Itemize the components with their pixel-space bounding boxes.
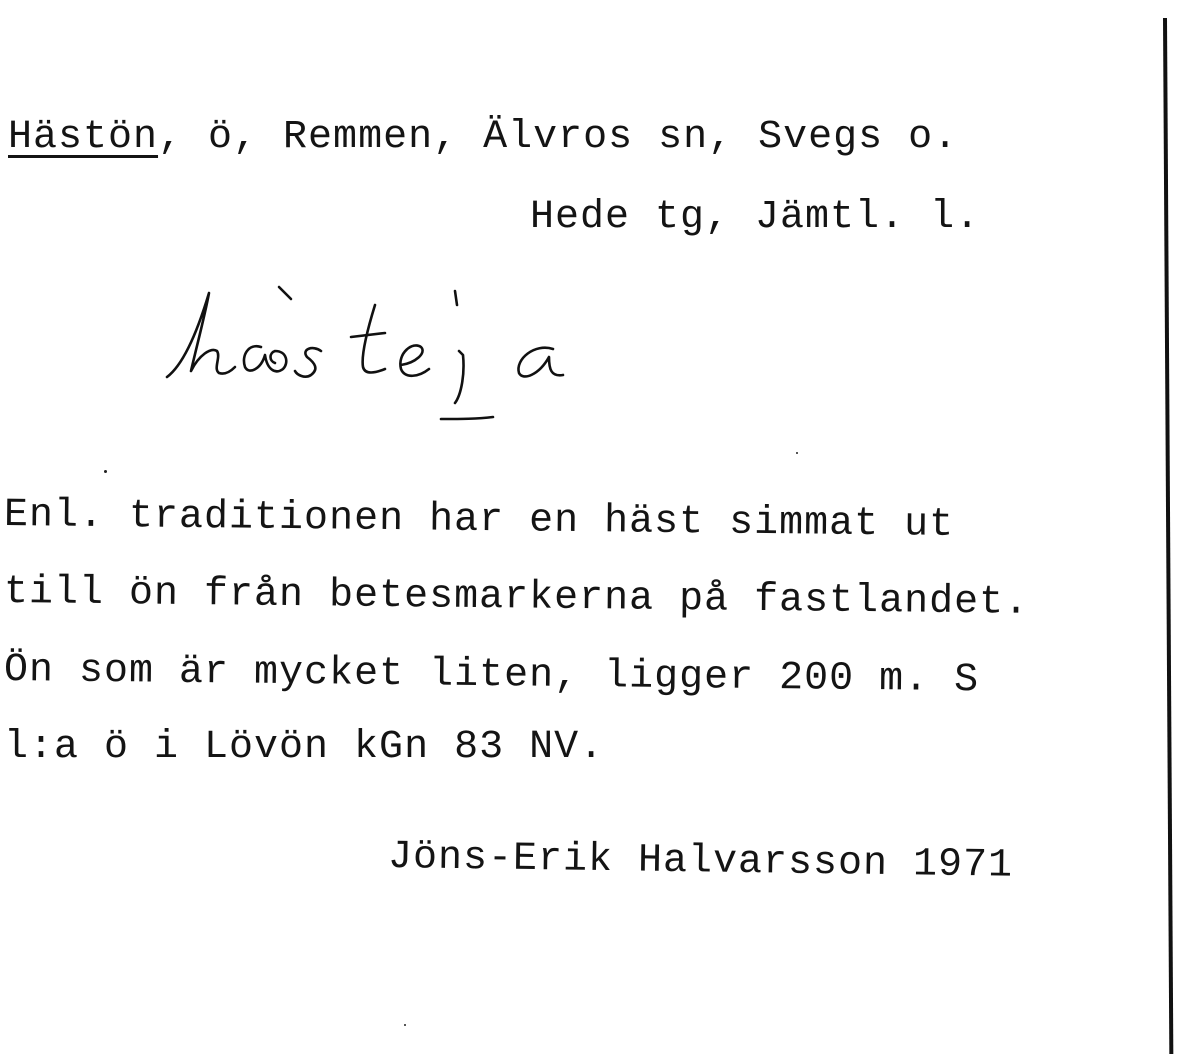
heading-line-1 [8, 115, 959, 160]
signature-line: Jöns-Erik Halvarsson 1971 [387, 835, 1014, 889]
handwritten-phonetic-transcription [165, 285, 585, 425]
paper-speck [104, 470, 107, 473]
paper-speck [404, 1024, 406, 1026]
body-text-line: Enl. traditionen har en häst simmat ut [3, 493, 955, 548]
place-location: , ö, Remmen, Älvros sn, Svegs o. [158, 115, 959, 160]
body-text-line: Ön som är mycket liten, ligger 200 m. S [3, 648, 980, 704]
paper-speck [796, 452, 798, 454]
place-name: Hästön [8, 115, 159, 160]
body-text-line: l:a ö i Lövön kGn 83 NV. [4, 725, 605, 770]
card-edge-line [1163, 18, 1173, 1054]
heading-line-2: Hede tg, Jämtl. l. [530, 195, 981, 240]
body-text-line: till ön från betesmarkerna på fastlandet. [3, 570, 1030, 626]
